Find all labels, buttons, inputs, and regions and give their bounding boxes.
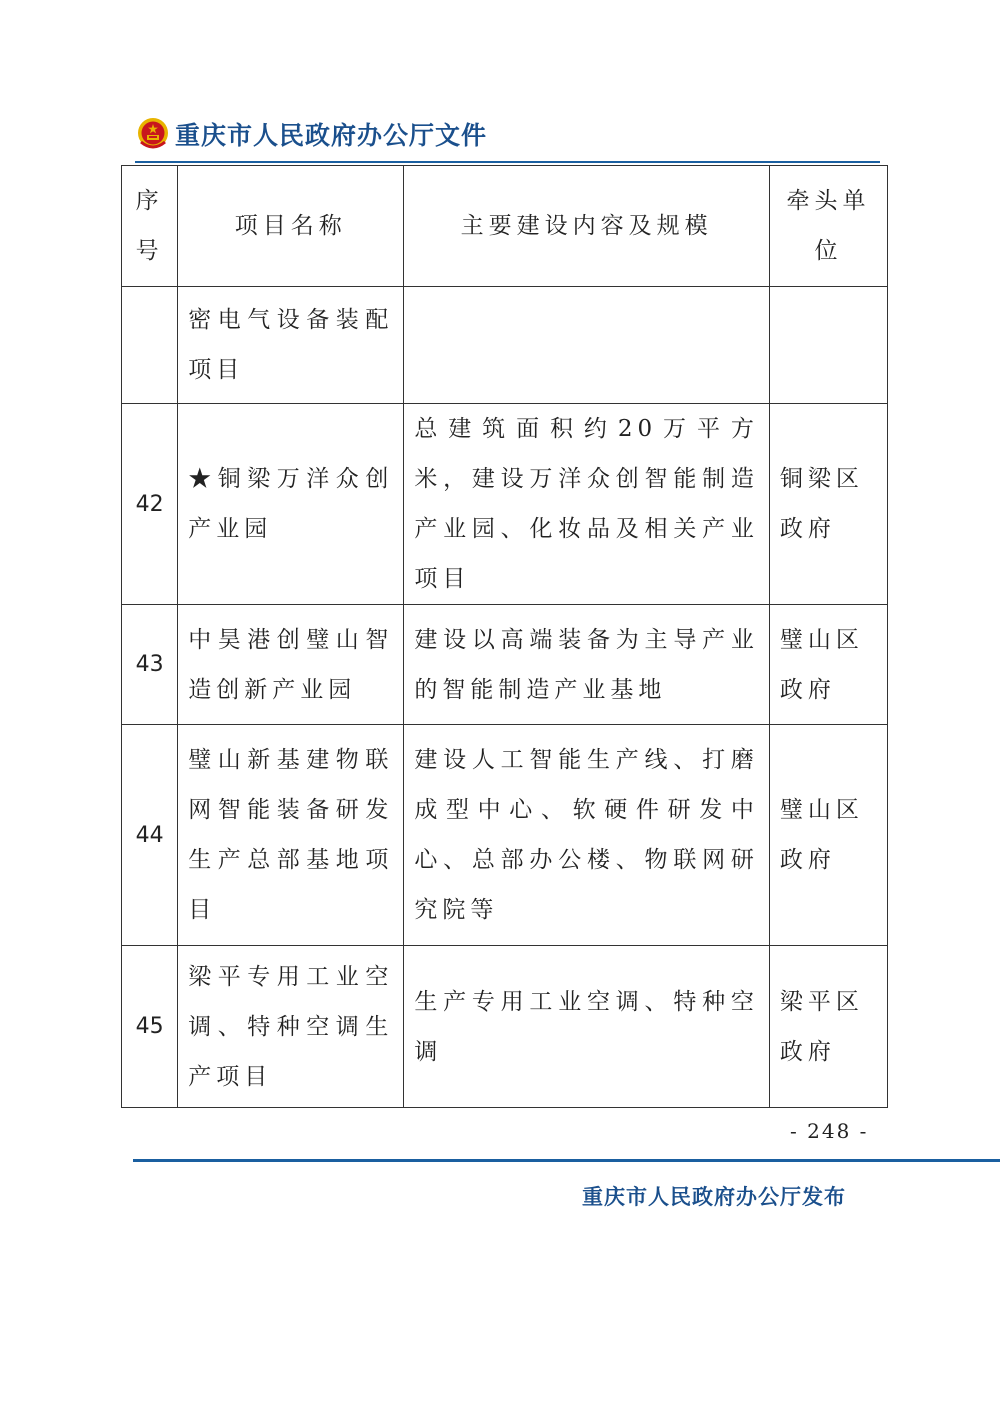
row-number — [122, 287, 178, 404]
project-table — [121, 165, 888, 1108]
project-content: 总建筑面积约20万平方米，建设万洋众创智能制造产业园、化妆品及相关产业项目 — [404, 404, 770, 605]
lead-unit — [769, 287, 887, 404]
footer-divider — [133, 1159, 1000, 1162]
document-header — [135, 112, 880, 162]
project-content: 生产专用工业空调、特种空调 — [404, 946, 770, 1108]
project-name: 梁平专用工业空调、特种空调生产项目 — [178, 946, 404, 1108]
column-header-name: 项目名称 — [178, 166, 404, 287]
lead-unit: 璧山区政府 — [769, 605, 887, 725]
project-content: 建设以高端装备为主导产业的智能制造产业基地 — [404, 605, 770, 725]
row-number: 43 — [122, 605, 178, 725]
table-header-row — [122, 166, 888, 287]
project-content: 建设人工智能生产线、打磨成型中心、软硬件研发中心、总部办公楼、物联网研究院等 — [404, 725, 770, 946]
page-number: - 248 - — [790, 1119, 869, 1143]
national-emblem-icon — [135, 116, 171, 152]
header-title: 重庆市人民政府办公厅文件 — [175, 121, 488, 150]
lead-unit: 铜梁区政府 — [769, 404, 887, 605]
project-content — [404, 287, 770, 404]
row-number: 44 — [122, 725, 178, 946]
column-header-content: 主要建设内容及规模 — [404, 166, 770, 287]
table-row — [122, 287, 888, 404]
footer-publisher: 重庆市人民政府办公厅发布 — [582, 1184, 846, 1209]
table-row — [122, 946, 888, 1108]
lead-unit: 梁平区政府 — [769, 946, 887, 1108]
project-name: 中昊港创璧山智造创新产业园 — [178, 605, 404, 725]
column-header-no: 序号 — [122, 166, 178, 287]
table-row — [122, 605, 888, 725]
row-number: 42 — [122, 404, 178, 605]
lead-unit: 璧山区政府 — [769, 725, 887, 946]
row-number: 45 — [122, 946, 178, 1108]
header-divider — [135, 161, 880, 163]
project-name: ★铜梁万洋众创产业园 — [178, 404, 404, 605]
table-row — [122, 725, 888, 946]
column-header-unit: 牵头单位 — [769, 166, 887, 287]
project-name: 密电气设备装配项目 — [178, 287, 404, 404]
table-row — [122, 404, 888, 605]
project-name: 璧山新基建物联网智能装备研发生产总部基地项目 — [178, 725, 404, 946]
